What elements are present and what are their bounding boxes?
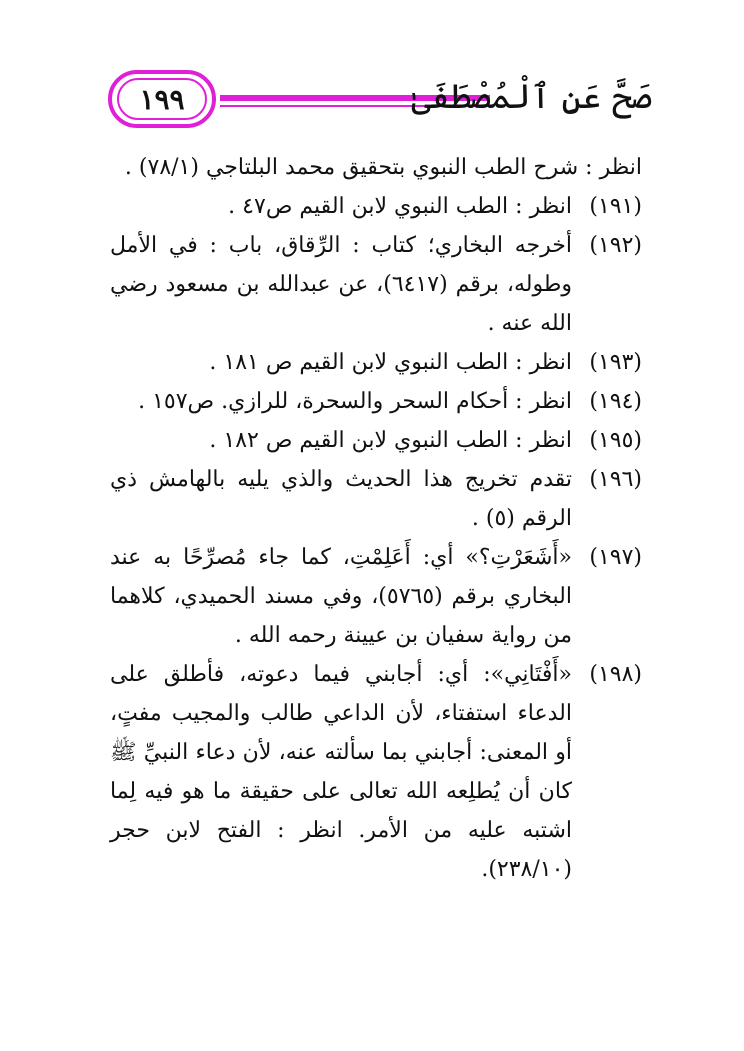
running-title: صَحَّ عَنِ ٱلْمُصْطَفَىٰ	[411, 77, 652, 117]
footnote-text: أخرجه البخاري؛ كتاب : الرِّقاق، باب : في الأمل وطوله، برقم (٦٤١٧)، عن عبدالله بن مسعود رضي الله عنه .	[110, 233, 572, 336]
footnote-191	[110, 187, 642, 226]
footnote-text: «أَفْتَانِي»: أي: أجابني فيما دعوته، فأطلق على الدعاء استفتاء، لأن الداعي طالب والمجيب مفتٍ، أو المعنى: أجابني بما سألته عنه، لأن دعاء النبيِّ ﷺ كان أن يُطلِعه الله تعالى على حقيقة ما هو فيه لِما اشتبه عليه من الأمر. انظر : الفتح لابن حجر (٢٣٨/١٠).	[110, 662, 572, 882]
footnote-197	[110, 538, 642, 655]
footnote-text: انظر : أحكام السحر والسحرة، للرازي. ص١٥٧ .	[138, 389, 572, 414]
footnote-number: (١٩٧)	[589, 545, 642, 570]
footnote-number: (١٩٦)	[589, 467, 642, 492]
footnote-198	[110, 655, 642, 889]
footnote-196	[110, 460, 642, 538]
continued-footnote: انظر : شرح الطب النبوي بتحقيق محمد البلتاجي (٧٨/١) .	[124, 155, 642, 180]
footnote-number: (١٩٤)	[589, 389, 642, 414]
footnote-194	[110, 382, 642, 421]
footnote-text: «أَشَعَرْتِ؟» أي: أَعَلِمْتِ، كما جاء مُصرِّحًا به عند البخاري برقم (٥٧٦٥)، وفي مسند الحميدي، كلاهما من رواية سفيان بن عيينة رحمه الله .	[110, 545, 572, 648]
page-number: ١٩٩	[117, 78, 207, 120]
footnote-192	[110, 226, 642, 343]
footnote-number: (١٩٨)	[589, 662, 642, 687]
footnotes-section	[110, 148, 642, 889]
footnote-text: انظر : الطب النبوي لابن القيم ص ١٨١ .	[209, 350, 572, 375]
page-number-badge	[108, 70, 216, 128]
footnote-number: (١٩٥)	[589, 428, 642, 453]
footnote-text: انظر : الطب النبوي لابن القيم ص٤٧ .	[228, 194, 572, 219]
footnote-193	[110, 343, 642, 382]
footnote-number: (١٩٣)	[589, 350, 642, 375]
footnote-195	[110, 421, 642, 460]
footnote-text: انظر : الطب النبوي لابن القيم ص ١٨٢ .	[209, 428, 572, 453]
footnote-number: (١٩١)	[589, 194, 642, 219]
footnote-text: تقدم تخريج هذا الحديث والذي يليه بالهامش ذي الرقم (٥) .	[110, 467, 572, 531]
footnote-number: (١٩٢)	[589, 233, 642, 258]
page-header	[100, 62, 660, 142]
